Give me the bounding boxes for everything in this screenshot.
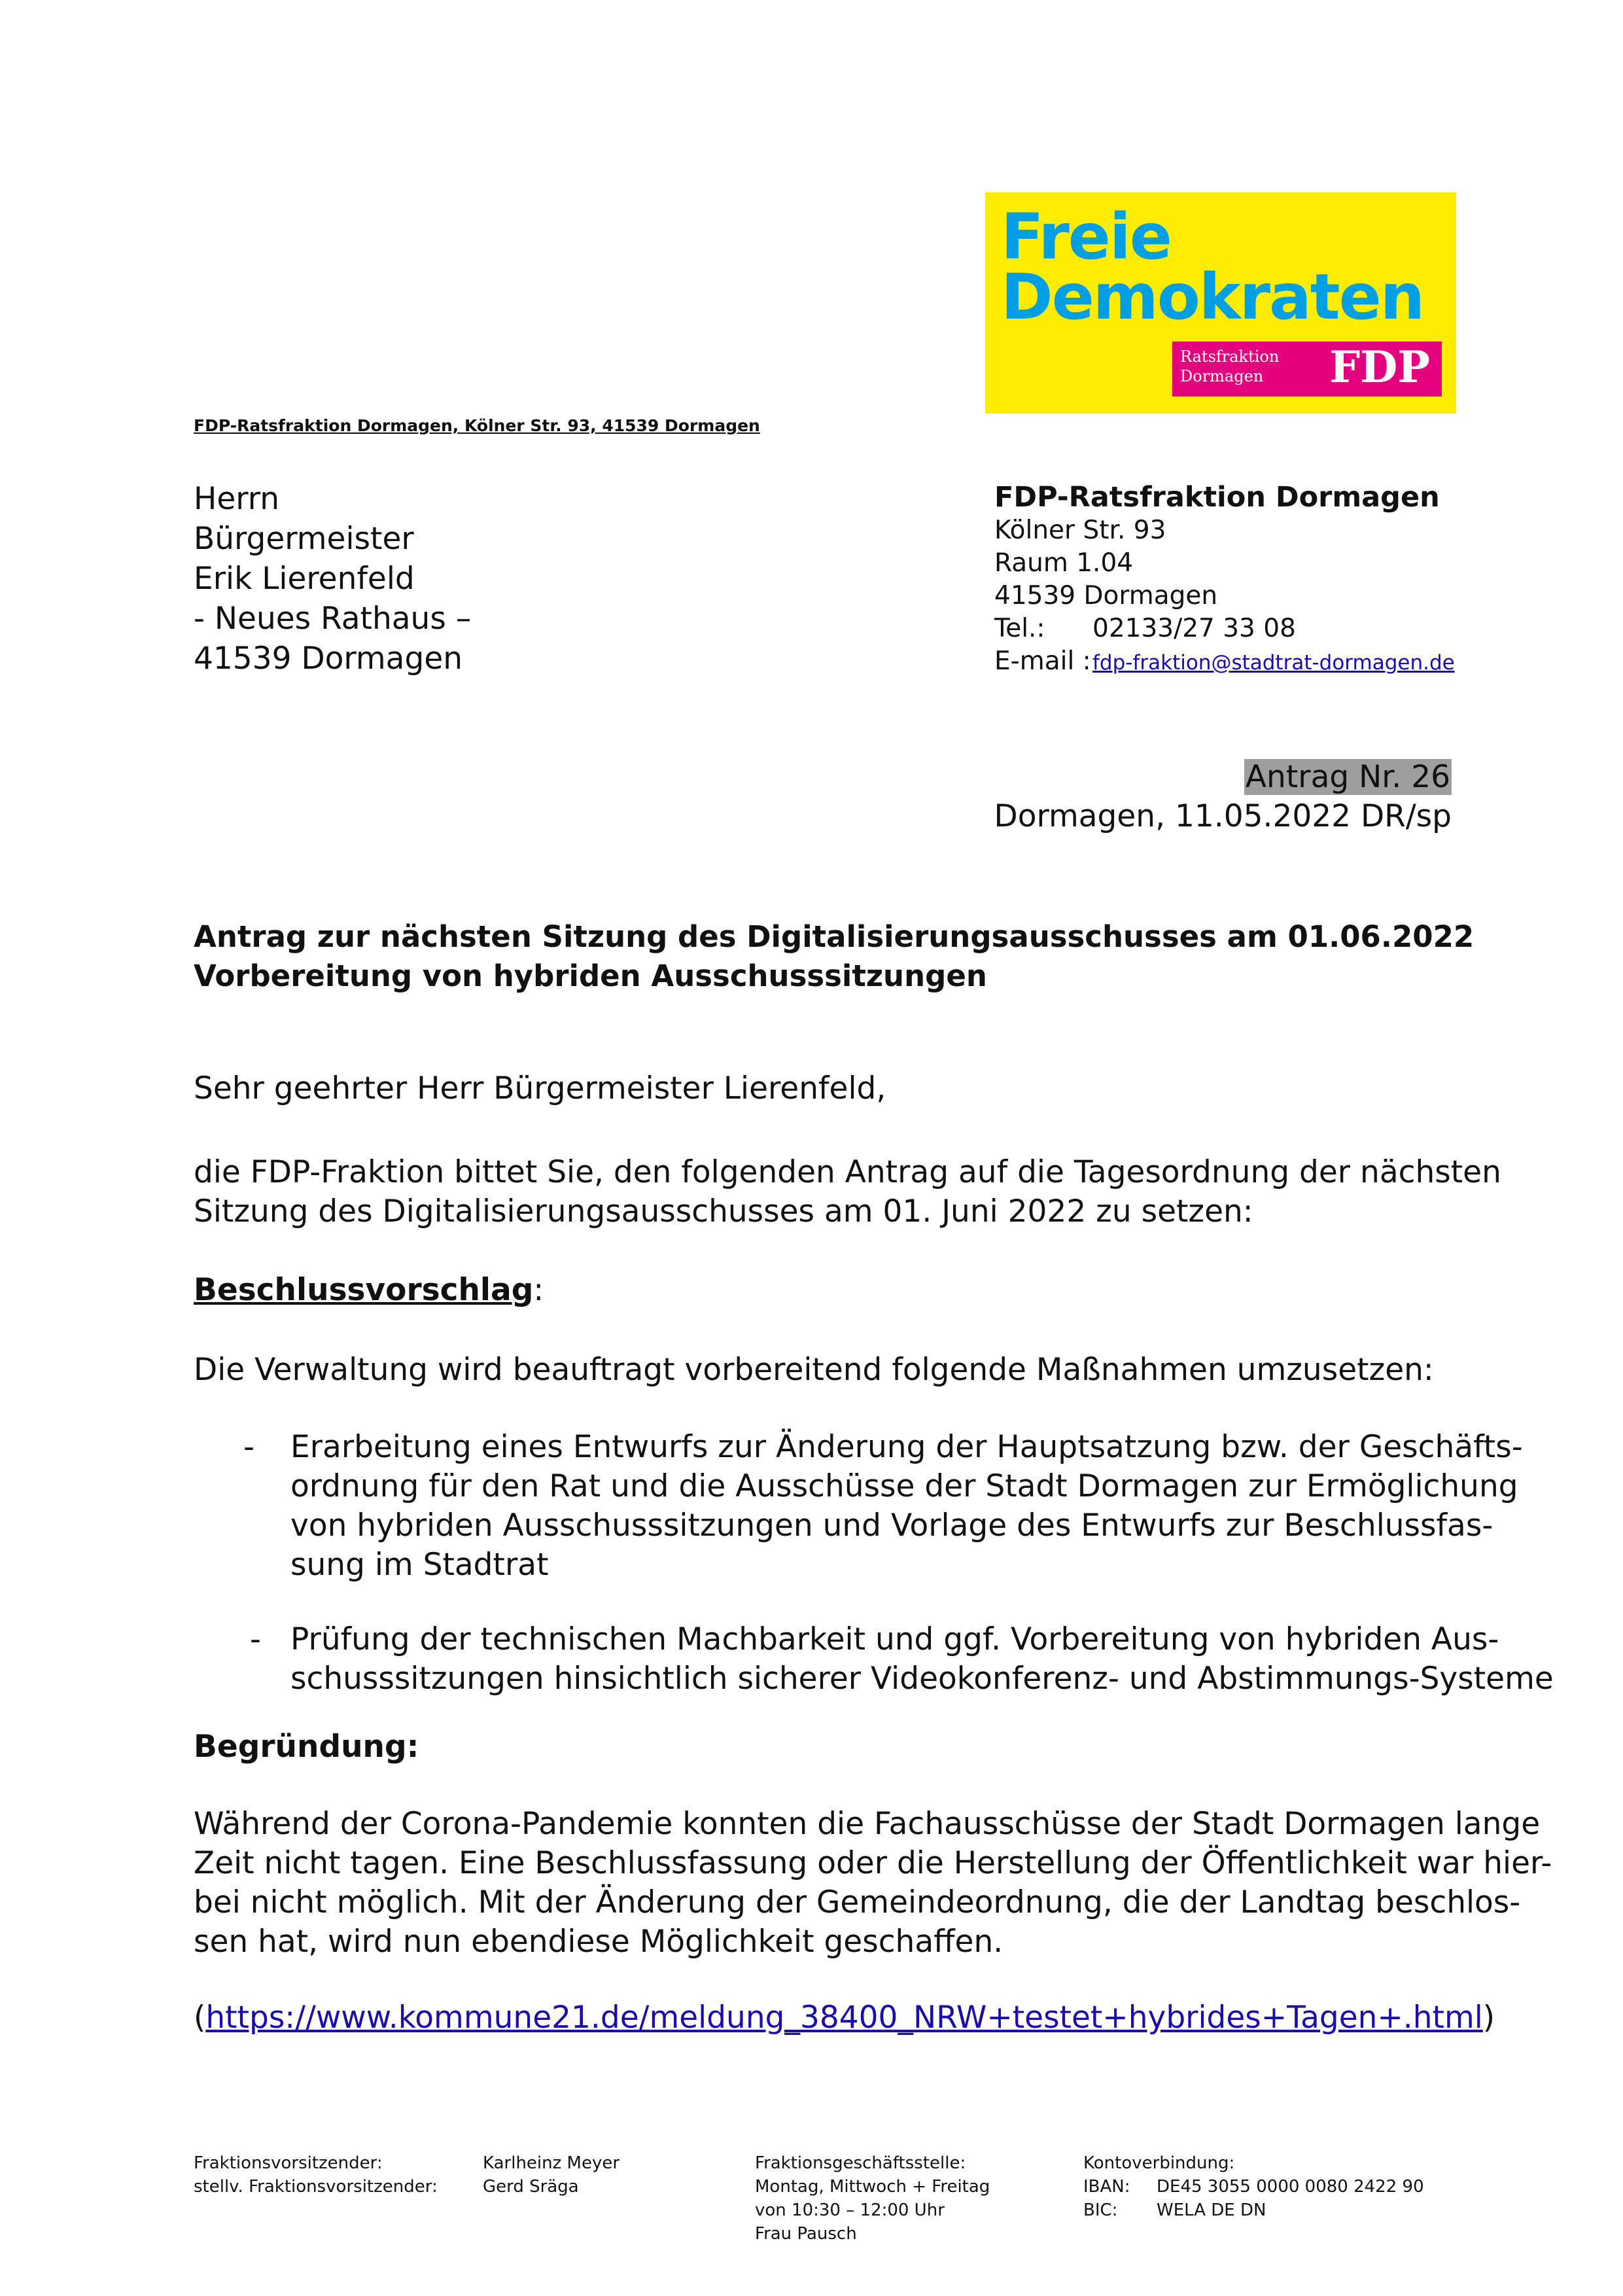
faction-name: FDP-Ratsfraktion Dormagen bbox=[994, 481, 1440, 514]
email-label: E-mail : bbox=[994, 646, 1091, 676]
faction-email bbox=[994, 645, 1455, 679]
begruendung-heading: Begründung: bbox=[194, 1729, 419, 1765]
faction-tel bbox=[994, 612, 1455, 645]
bullet-item: Prüfung der technischen Machbarkeit und ggf. Vorbereitung von hybriden Aus- schusssitzungen hinsichtlich sicherer Videokonferenz- und Abstimmungs-Systeme bbox=[290, 1621, 1554, 1697]
salutation: Sehr geehrter Herr Bürgermeister Lierenfeld, bbox=[194, 1070, 886, 1106]
footer-names: Karlheinz Meyer Gerd Sräga bbox=[483, 2153, 620, 2197]
recipient-address bbox=[194, 479, 471, 679]
beschluss-intro: Die Verwaltung wird beauftragt vorbereitend folgende Maßnahmen umzusetzen: bbox=[194, 1352, 1434, 1388]
begruendung-paragraph: Während der Corona-Pandemie konnten die Fachausschüsse der Stadt Dormagen lange Zeit nicht tagen. Eine Beschlussfassung oder die Herstellung der Öffentlichkeit war hier- bei nicht möglich. Mit der Änderung der Gemeindeordnung, die der Landtag beschlos- sen hat, wird nun ebendiese Möglichkeit geschaffen. bbox=[194, 1806, 1552, 1960]
bullet-item: Erarbeitung eines Entwurfs zur Änderung der Hauptsatzung bzw. der Geschäfts- ordnung für den Rat und die Ausschüsse der Stadt Dormagen zur Ermöglichung von hybriden Ausschusssitzungen und Vorlage des Entwurfs zur Beschlussfas- sung im Stadtrat bbox=[290, 1429, 1523, 1583]
bullet-marker: - bbox=[243, 1429, 254, 1465]
logo-fdp: FDP bbox=[1329, 342, 1430, 393]
logo-word-freie: Freie bbox=[1001, 200, 1171, 274]
date-line: Dormagen, 11.05.2022 DR/sp bbox=[994, 798, 1452, 834]
bullet-marker: - bbox=[250, 1621, 261, 1657]
recipient-line: - Neues Rathaus – bbox=[194, 601, 472, 637]
email-link[interactable]: fdp-fraktion@stadtrat-dormagen.de bbox=[1092, 651, 1455, 675]
logo-badge bbox=[1172, 342, 1442, 397]
footer-office: Fraktionsgeschäftsstelle: Montag, Mittwoch + Freitag von 10:30 – 12:00 Uhr Frau Pausch bbox=[755, 2153, 990, 2244]
footer-roles: Fraktionsvorsitzender: stellv. Fraktionsvorsitzender: bbox=[194, 2153, 438, 2197]
kommune21-link[interactable]: https://www.kommune21.de/meldung_38400_NRW+testet+hybrides+Tagen+.html bbox=[205, 2000, 1483, 2036]
footer-bank: Kontoverbindung: IBAN: DE45 3055 0000 0080 2422 90 BIC: WELA DE DN bbox=[1083, 2153, 1424, 2220]
tel-label: Tel.: bbox=[994, 614, 1045, 643]
subject-line: Antrag zur nächsten Sitzung des Digitalisierungsausschusses am 01.06.2022 bbox=[194, 919, 1475, 954]
subject-line: Vorbereitung von hybriden Ausschusssitzungen bbox=[194, 959, 987, 993]
source-url: (https://www.kommune21.de/meldung_38400_NRW+testet+hybrides+Tagen+.html) bbox=[194, 2000, 1495, 2036]
faction-room: Raum 1.04 bbox=[994, 548, 1134, 578]
antrag-number: Antrag Nr. 26 bbox=[1245, 759, 1450, 795]
recipient-line: 41539 Dormagen bbox=[194, 641, 463, 677]
beschluss-heading: Beschlussvorschlag: bbox=[194, 1272, 544, 1308]
recipient-line: Herrn bbox=[194, 481, 280, 517]
logo-subtitle: Ratsfraktion Dormagen bbox=[1180, 347, 1280, 385]
subject bbox=[194, 917, 1474, 996]
tel-number: 02133/27 33 08 bbox=[1092, 614, 1296, 643]
faction-city: 41539 Dormagen bbox=[994, 581, 1218, 610]
logo-word-demokraten: Demokraten bbox=[1001, 260, 1424, 334]
faction-street: Kölner Str. 93 bbox=[994, 516, 1166, 545]
reference-block bbox=[994, 758, 1452, 836]
recipient-line: Erik Lierenfeld bbox=[194, 561, 415, 597]
fdp-logo bbox=[985, 192, 1456, 414]
sender-return-address: FDP-Ratsfraktion Dormagen, Kölner Str. 93, 41539 Dormagen bbox=[194, 416, 760, 435]
intro-paragraph: die FDP-Fraktion bittet Sie, den folgenden Antrag auf die Tagesordnung der nächsten Sitzung des Digitalisierungsausschusses am 01. Juni 2022 zu setzen: bbox=[194, 1154, 1501, 1229]
recipient-line: Bürgermeister bbox=[194, 521, 414, 557]
faction-contact bbox=[994, 480, 1455, 679]
